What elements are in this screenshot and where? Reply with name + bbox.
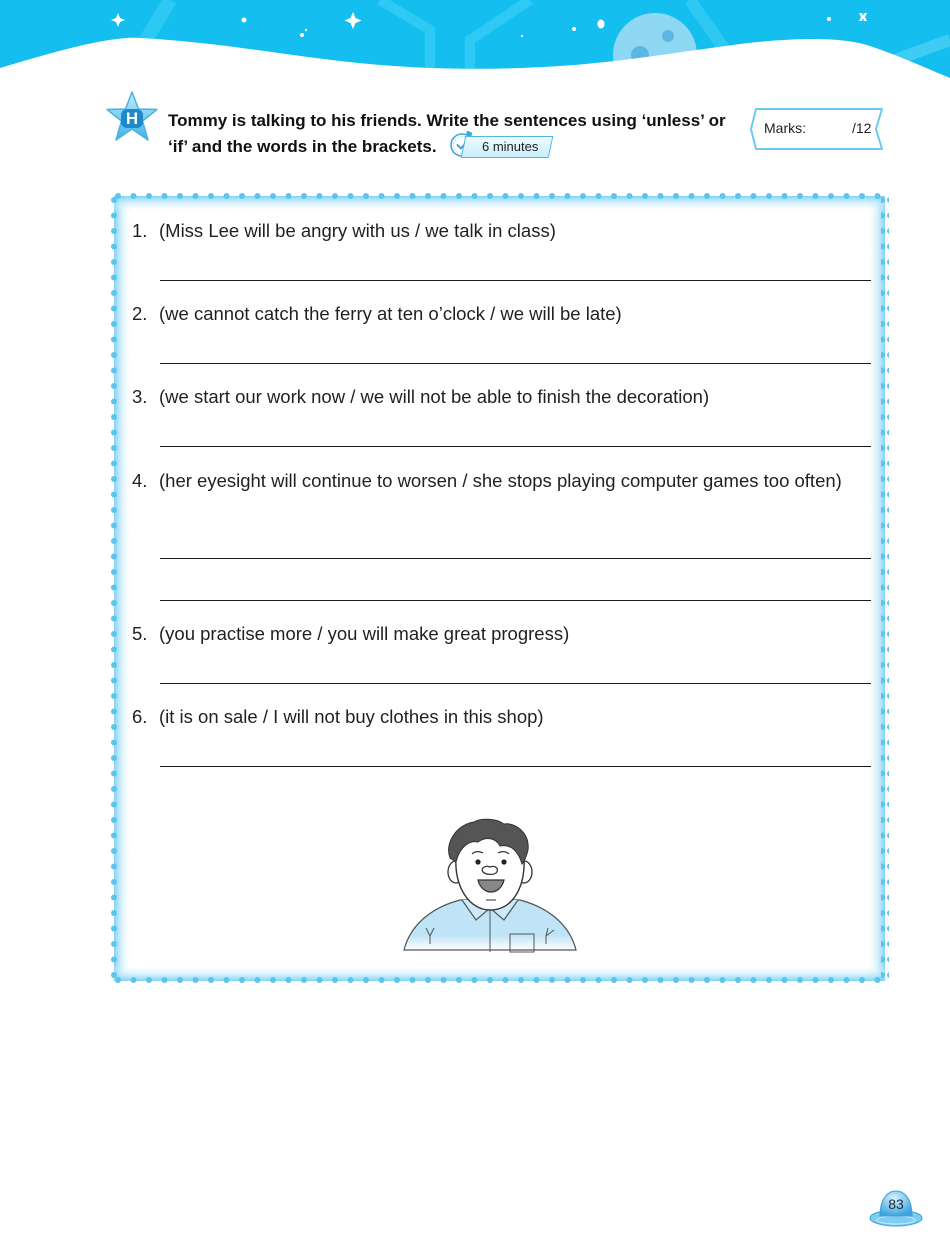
marks-total: /12 bbox=[852, 120, 872, 136]
time-limit-label: 6 minutes bbox=[482, 138, 539, 154]
page-number-badge bbox=[868, 1188, 924, 1230]
answer-line-6[interactable] bbox=[160, 766, 871, 767]
question-6 bbox=[132, 703, 872, 731]
answer-line-4b[interactable] bbox=[160, 600, 871, 601]
header-banner bbox=[0, 0, 950, 100]
question-2 bbox=[132, 300, 872, 328]
question-number: 4. bbox=[132, 470, 148, 491]
exercise-header bbox=[104, 90, 904, 170]
question-prompt: (we start our work now / we will not be able to finish the decoration) bbox=[159, 386, 710, 407]
answer-line-3[interactable] bbox=[160, 446, 871, 447]
question-4 bbox=[132, 467, 872, 495]
star-icon bbox=[104, 90, 160, 146]
question-number: 5. bbox=[132, 623, 148, 644]
instruction-text bbox=[168, 108, 728, 161]
question-1 bbox=[132, 217, 872, 245]
marks-box bbox=[750, 108, 884, 150]
question-number: 3. bbox=[132, 386, 148, 407]
question-number: 1. bbox=[132, 220, 148, 241]
question-number: 2. bbox=[132, 303, 148, 324]
space-banner-illustration bbox=[0, 0, 950, 100]
boy-smiling-illustration bbox=[400, 816, 580, 956]
question-5 bbox=[132, 620, 872, 648]
question-number: 6. bbox=[132, 706, 148, 727]
question-prompt: (Miss Lee will be angry with us / we talk in class) bbox=[159, 220, 556, 241]
instruction-line-1: Tommy is talking to his friends. Write the sentences using ‘unless’ or bbox=[168, 111, 726, 130]
question-prompt: (her eyesight will continue to worsen / she stops playing computer games too often) bbox=[159, 470, 842, 491]
time-limit-badge bbox=[449, 133, 551, 159]
worksheet-panel bbox=[110, 192, 889, 985]
section-star-badge bbox=[104, 90, 160, 146]
marks-label: Marks: bbox=[764, 120, 806, 136]
question-3 bbox=[132, 383, 872, 411]
question-prompt: (it is on sale / I will not buy clothes in this shop) bbox=[159, 706, 544, 727]
instruction-line-2: ‘if’ and the words in the brackets. 6 minutes bbox=[168, 134, 728, 161]
question-prompt: (you practise more / you will make great progress) bbox=[159, 623, 570, 644]
answer-line-5[interactable] bbox=[160, 683, 871, 684]
page-number: 83 bbox=[888, 1196, 904, 1212]
answer-line-4a[interactable] bbox=[160, 558, 871, 559]
answer-line-1[interactable] bbox=[160, 280, 871, 281]
svg-text:H: H bbox=[125, 109, 139, 128]
question-prompt: (we cannot catch the ferry at ten o’clock / we will be late) bbox=[159, 303, 622, 324]
answer-line-2[interactable] bbox=[160, 363, 871, 364]
